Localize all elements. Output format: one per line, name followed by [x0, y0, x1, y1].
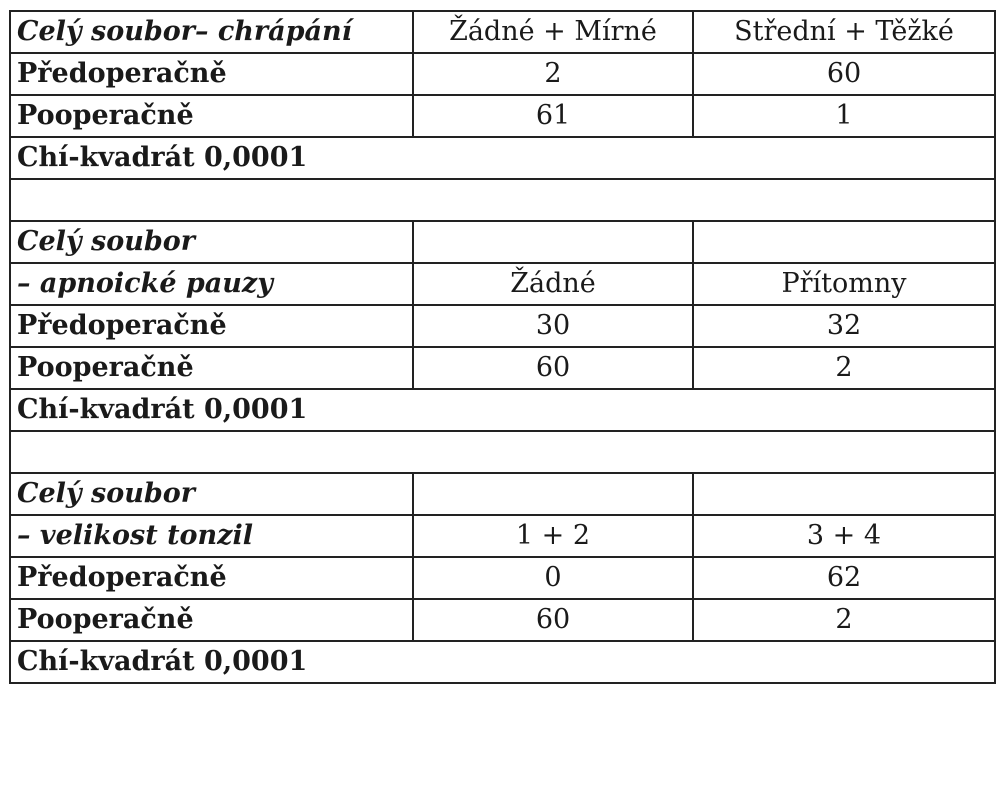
table-row — [10, 95, 995, 137]
row-label: Předoperačně — [10, 557, 413, 599]
spacer-row — [10, 179, 995, 221]
section-title: Celý soubor — [10, 221, 413, 263]
chi-square-result: Chí-kvadrát 0,0001 — [10, 389, 995, 431]
empty-cell — [693, 473, 995, 515]
column-header: Žádné + Mírné — [413, 11, 693, 53]
section-header-row — [10, 263, 995, 305]
column-header: Přítomny — [693, 263, 995, 305]
table-row — [10, 599, 995, 641]
chi-square-result: Chí-kvadrát 0,0001 — [10, 641, 995, 683]
row-label: Předoperačně — [10, 53, 413, 95]
cell-value: 2 — [413, 53, 693, 95]
table-row — [10, 305, 995, 347]
stat-row — [10, 137, 995, 179]
empty-cell — [413, 473, 693, 515]
cell-value: 0 — [413, 557, 693, 599]
column-header: Žádné — [413, 263, 693, 305]
row-label: Pooperačně — [10, 599, 413, 641]
row-label: Pooperačně — [10, 347, 413, 389]
section-header-row — [10, 515, 995, 557]
empty-cell — [413, 221, 693, 263]
empty-cell — [693, 221, 995, 263]
section-header-row — [10, 473, 995, 515]
column-header: Střední + Těžké — [693, 11, 995, 53]
cell-value: 2 — [693, 599, 995, 641]
section-header-row — [10, 11, 995, 53]
cell-value: 62 — [693, 557, 995, 599]
table-row — [10, 557, 995, 599]
cell-value: 32 — [693, 305, 995, 347]
cell-value: 61 — [413, 95, 693, 137]
cell-value: 1 — [693, 95, 995, 137]
results-table — [9, 10, 996, 684]
section-title: Celý soubor– chrápání — [10, 11, 413, 53]
spacer-cell — [10, 179, 995, 221]
section-title: Celý soubor — [10, 473, 413, 515]
table-row — [10, 347, 995, 389]
section-header-row — [10, 221, 995, 263]
row-label: Předoperačně — [10, 305, 413, 347]
chi-square-result: Chí-kvadrát 0,0001 — [10, 137, 995, 179]
cell-value: 30 — [413, 305, 693, 347]
cell-value: 2 — [693, 347, 995, 389]
cell-value: 60 — [413, 599, 693, 641]
section-subtitle: – apnoické pauzy — [10, 263, 413, 305]
section-subtitle: – velikost tonzil — [10, 515, 413, 557]
column-header: 1 + 2 — [413, 515, 693, 557]
table-row — [10, 53, 995, 95]
stat-row — [10, 641, 995, 683]
spacer-row — [10, 431, 995, 473]
cell-value: 60 — [693, 53, 995, 95]
spacer-cell — [10, 431, 995, 473]
stat-row — [10, 389, 995, 431]
column-header: 3 + 4 — [693, 515, 995, 557]
cell-value: 60 — [413, 347, 693, 389]
row-label: Pooperačně — [10, 95, 413, 137]
